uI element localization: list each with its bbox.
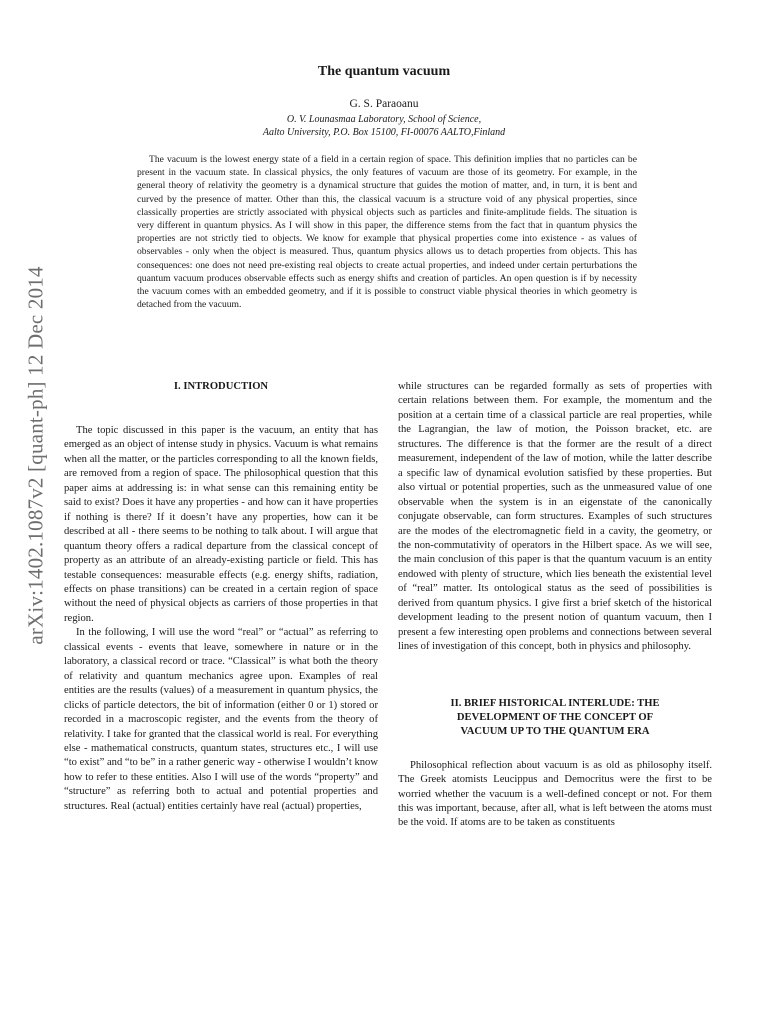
section-2-heading-line-2: DEVELOPMENT OF THE CONCEPT OF: [456, 711, 654, 723]
history-paragraph-1: Philosophical reflection about vacuum is as old as philosophy itself. The Greek atomists Leucippus and Democritus were the first to be worried whether the vacuum is a well-defined concept or not. For them this was important, because, after all, what is left between the atoms must be the void. If atoms are to be taken as constituents: [398, 759, 712, 829]
paper-title: The quantum vacuum: [317, 64, 451, 79]
right-column: [398, 380, 712, 831]
affiliation-line-1: O. V. Lounasmaa Laboratory, School of Science,: [286, 114, 482, 125]
section-2-heading-line-3: VACUUM UP TO THE QUANTUM ERA: [460, 725, 650, 737]
arxiv-identifier-text: arXiv:1402.1087v2 [quant-ph] 12 Dec 2014: [23, 265, 48, 645]
intro-paragraph-1: The topic discussed in this paper is the vacuum, an entity that has emerged as an object of intense study in physics. Vacuum is what remains when all the matter, or the particles corresponding to all the known fields, are removed from a region of space. The philosophical question that this paper aims at addressing is: in what sense can this remaining entity be said to exist? Does it have any properties - and how can it have properties if nothing is there? If it doesn’t have any properties, how can it be described at all - there seems to be nothing to talk about. I will argue that quantum theory offers a radical departure from the classical concept of property as an attribute of an already-existing particle or field. This has testable consequences: measurable effects (e.g. energy shifts, radiation, effects on phase transitions) can be created in a certain region of space without the need of physical objects as carriers of those properties in that region.: [64, 425, 378, 624]
paper-author: G. S. Paraoanu: [349, 98, 419, 110]
left-column: [64, 380, 378, 814]
section-1-heading: I. INTRODUCTION: [173, 381, 269, 392]
section-2-heading-line-1: II. BRIEF HISTORICAL INTERLUDE: THE: [450, 697, 660, 709]
intro-paragraph-2: In the following, I will use the word “real” or “actual” as referring to classical events - events that leave, somewhere in nature or in the laboratory, a classical record or trace. “Classical” is what both the theory of relativity and quantum mechanics agree upon. Examples of real entities are the results (values) of a measurement in quantum physics, the clicks of particle detectors, the bit of information (either 0 or 1) stored or recorded in a macroscopic register, and the events from the theory of relativity. I take for granted that the classical world is real. For everything else - mathematical constructs, quantum states, structures etc., I will use “to exist” and “to be” in a rather generic way - otherwise I wouldn’t know how to refer to these entities. Also I will use of the words “property” and “structure” as referring both to actual and potential properties and structures. Real (actual) entities certainly have real (actual) properties,: [64, 627, 378, 812]
affiliation-line-2: Aalto University, P.O. Box 15100, FI-00076 AALTO,Finland: [262, 127, 506, 138]
arxiv-identifier-stamp: [22, 235, 50, 675]
abstract: The vacuum is the lowest energy state of a field in a certain region of space. This definition implies that no particles can be present in the vacuum state. In classical physics, the only features of vacuum are those of its geometry. For example, in the general theory of relativity the geometry is a dynamical structure that guides the motion of matter, and, in turn, it is bent and curved by the presence of matter. Other than this, the classical vacuum is a structure void of any physical properties, since classically properties are strictly associated with physical objects such as particles and finite-amplitude fields. The situation is very different in quantum physics. As I will show in this paper, the difference stems from the fact that in quantum physics the properties are not strictly tied to objects. We know for example that physical properties come into existence - as values of observables - only when the object is measured. Thus, quantum physics allows us to detach properties from objects. This has consequences: one does not need pre-existing real objects to create actual properties, and indeed under certain perturbations the quantum vacuum produces observable effects such as energy shifts and creation of particles. An open question is if by necessity the vacuum comes with an embedded geometry, and if it is possible to construct viable physical theories in which geometry is detached from the vacuum.: [137, 154, 637, 311]
intro-paragraph-2-continued: while structures can be regarded formally as sets of properties with certain relations between them. For example, the momentum and the position at a certain time of a classical particle are real properties, while the Lagrangian, the law of motion, the Poisson bracket, etc. are structures. The difference is that the former are the result of a direct measurement, independent of the law of motion, while the latter describe a specific law of dynamical evolution satisfied by these properties. But also virtual or potential properties, such as the unmeasured value of one observable when the system is in an eigenstate of the canonically conjugate observable, can form structures. Examples of such structures are the modes of the electromagnetic field in a cavity, the geometry, or the non-commutativity of operators in the Hilbert space. As we will see, the main conclusion of this paper is that the quantum vacuum is an entity endowed with plenty of structure, which lies beneath the existential level of “real” matter. Its ontological status as the seed of possibilities is derived from quantum physics. I give first a brief sketch of the historical development leading to the present notion of quantum vacuum, then I present a few interesting open problems and connections between several lines of investigation of this concept, both in physics and philosophy.: [398, 381, 712, 653]
section-2-heading: [398, 697, 712, 739]
